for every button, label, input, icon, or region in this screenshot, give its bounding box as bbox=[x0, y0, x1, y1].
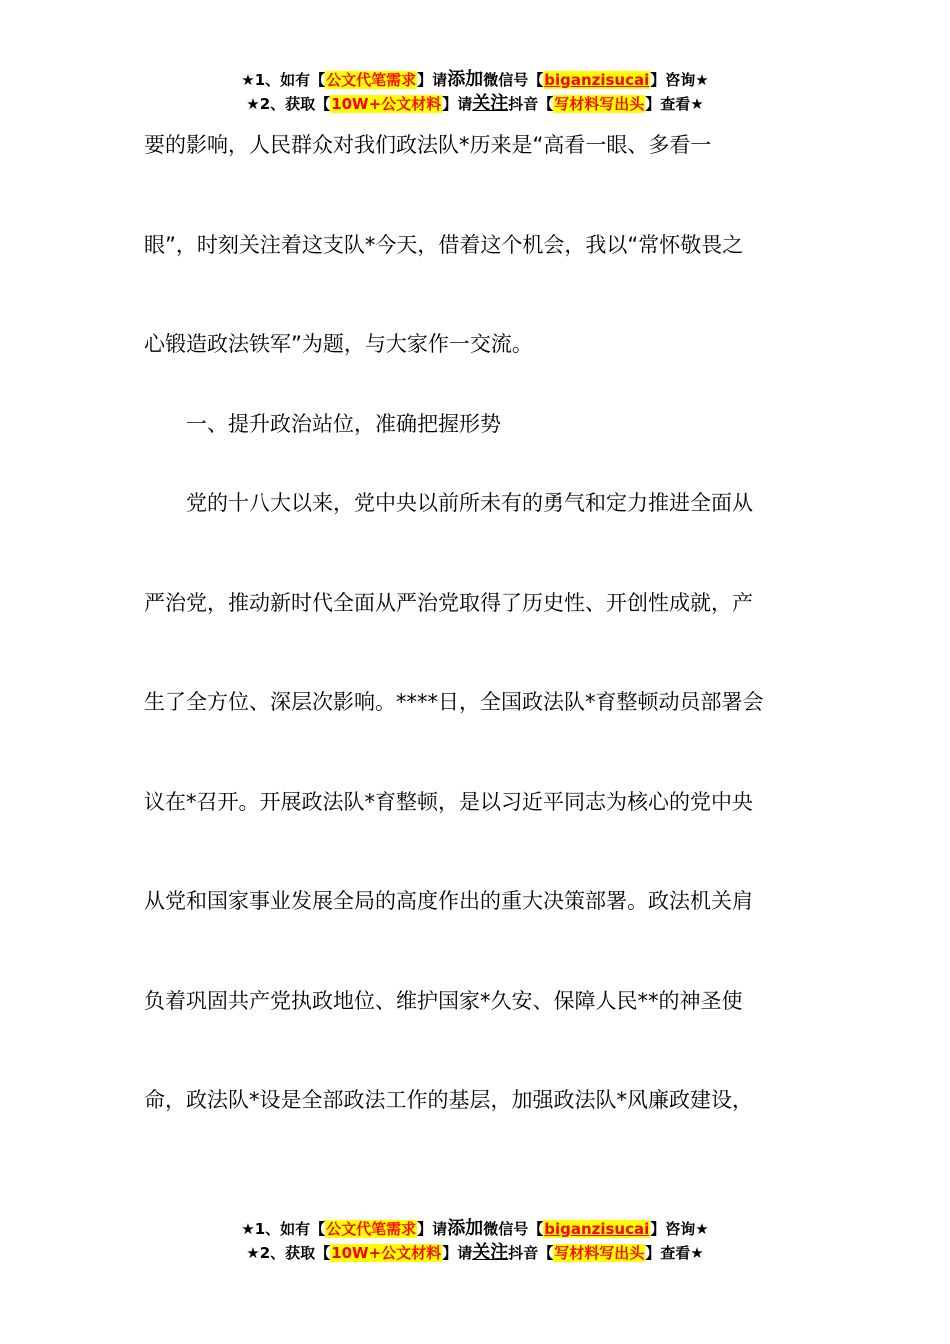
banner-text: 】请 bbox=[417, 1220, 448, 1238]
banner-emphasis: 关注 bbox=[472, 93, 509, 114]
banner-line-2 bbox=[0, 1241, 950, 1265]
paragraph-line: 议在*召开。开展政法队*育整顿，是以习近平同志为核心的党中央 bbox=[144, 790, 753, 814]
highlight-service: 公文代笔需求 bbox=[326, 71, 417, 89]
banner-line-2 bbox=[0, 92, 950, 116]
banner-text: 】咨询★ bbox=[650, 71, 709, 89]
banner-text: 】请 bbox=[417, 71, 448, 89]
banner-emphasis: 添加 bbox=[447, 69, 484, 90]
header-banner bbox=[0, 68, 950, 116]
banner-text: 】咨询★ bbox=[650, 1220, 709, 1238]
banner-text: 微信号【 bbox=[483, 71, 544, 89]
paragraph-line: 命，政法队*设是全部政法工作的基层，加强政法队*风廉政建设， bbox=[144, 1088, 753, 1112]
paragraph-line: 心锻造政法铁军”为题，与大家作一交流。 bbox=[144, 332, 533, 356]
paragraph-line: 眼”，时刻关注着这支队*今天，借着这个机会，我以“常怀敬畏之 bbox=[144, 233, 744, 257]
banner-text: ★2、获取【 bbox=[246, 95, 331, 113]
banner-text: ★1、如有【 bbox=[241, 71, 326, 89]
banner-emphasis: 关注 bbox=[472, 1242, 509, 1263]
paragraph-line: 负着巩固共产党执政地位、维护国家*久安、保障人民**的神圣使 bbox=[144, 989, 743, 1013]
banner-text: 抖音【 bbox=[508, 1244, 554, 1262]
banner-text: ★2、获取【 bbox=[246, 1244, 331, 1262]
banner-emphasis: 添加 bbox=[447, 1218, 484, 1239]
highlight-wechat-id: biganzisucai bbox=[544, 71, 650, 89]
banner-text: 】查看★ bbox=[645, 1244, 704, 1262]
highlight-douyin-account: 写材料写出头 bbox=[554, 1244, 645, 1262]
paragraph-line: 要的影响，人民群众对我们政法队*历来是“高看一眼、多看一 bbox=[144, 133, 712, 157]
banner-text: 】请 bbox=[442, 1244, 473, 1262]
banner-line-1 bbox=[0, 68, 950, 92]
banner-text: 微信号【 bbox=[483, 1220, 544, 1238]
highlight-materials: 10W+公文材料 bbox=[331, 1244, 442, 1262]
paragraph-line: 党的十八大以来，党中央以前所未有的勇气和定力推进全面从 bbox=[144, 491, 753, 515]
highlight-service: 公文代笔需求 bbox=[326, 1220, 417, 1238]
highlight-douyin-account: 写材料写出头 bbox=[554, 95, 645, 113]
paragraph-line: 从党和国家事业发展全局的高度作出的重大决策部署。政法机关肩 bbox=[144, 889, 753, 913]
banner-text: 】查看★ bbox=[645, 95, 704, 113]
banner-line-1 bbox=[0, 1217, 950, 1241]
paragraph-line: 生了全方位、深层次影响。****日，全国政法队*育整顿动员部署会 bbox=[144, 690, 764, 714]
highlight-wechat-id: biganzisucai bbox=[544, 1220, 650, 1238]
paragraph-line: 严治党，推动新时代全面从严治党取得了历史性、开创性成就，产 bbox=[144, 591, 753, 615]
section-heading: 一、提升政治站位，准确把握形势 bbox=[144, 412, 501, 436]
banner-text: 抖音【 bbox=[508, 95, 554, 113]
banner-text: ★1、如有【 bbox=[241, 1220, 326, 1238]
highlight-materials: 10W+公文材料 bbox=[331, 95, 442, 113]
banner-text: 】请 bbox=[442, 95, 473, 113]
footer-banner bbox=[0, 1217, 950, 1265]
